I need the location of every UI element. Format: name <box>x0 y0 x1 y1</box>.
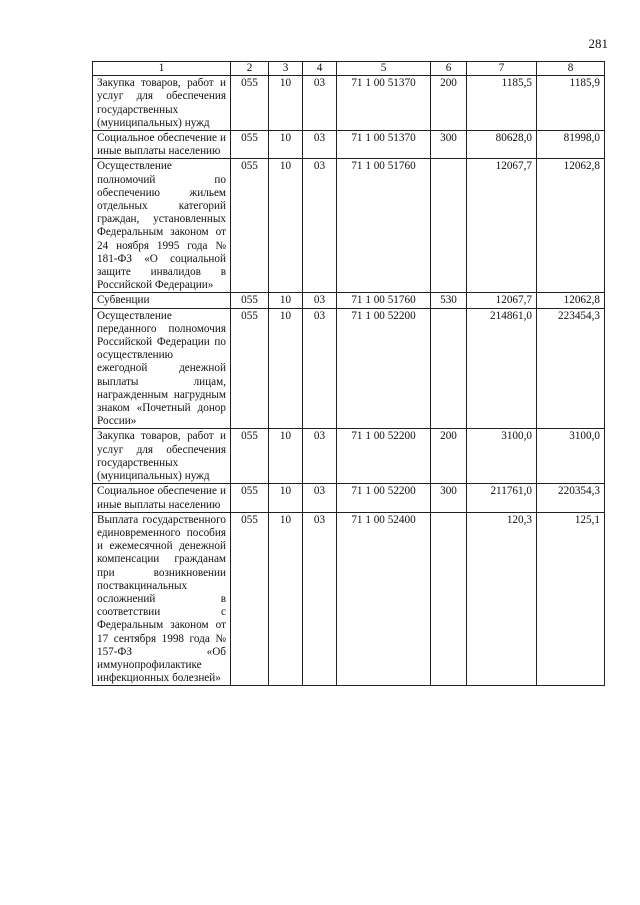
cell-target-article: 71 1 00 52200 <box>337 484 431 512</box>
budget-table <box>92 61 605 686</box>
cell-expense-type <box>431 159 467 293</box>
row-description: Закупка товаров, работ и услуг для обеспечения государственных (муниципальных) нужд <box>93 429 231 484</box>
cell-code: 055 <box>231 76 269 131</box>
cell-amount-year-2: 220354,3 <box>537 484 605 512</box>
table-row <box>93 308 605 429</box>
cell-target-article: 71 1 00 51370 <box>337 76 431 131</box>
cell-amount-year-2: 12062,8 <box>537 159 605 293</box>
cell-section: 10 <box>269 512 303 686</box>
cell-subsection: 03 <box>303 76 337 131</box>
table-row <box>93 484 605 512</box>
cell-section: 10 <box>269 159 303 293</box>
table-body <box>93 76 605 686</box>
cell-subsection: 03 <box>303 131 337 159</box>
row-description: Осуществление переданного полномочия Российской Федерации по осуществлению ежегодной денежной выплаты лицам, награжденным нагрудным знаком «Почетный донор России» <box>93 308 231 429</box>
row-description: Социальное обеспечение и иные выплаты населению <box>93 484 231 512</box>
cell-subsection: 03 <box>303 484 337 512</box>
column-header: 8 <box>537 62 605 76</box>
cell-amount-year-1: 80628,0 <box>467 131 537 159</box>
cell-section: 10 <box>269 131 303 159</box>
cell-subsection: 03 <box>303 293 337 308</box>
cell-code: 055 <box>231 131 269 159</box>
cell-code: 055 <box>231 484 269 512</box>
cell-amount-year-1: 1185,5 <box>467 76 537 131</box>
cell-subsection: 03 <box>303 429 337 484</box>
cell-expense-type: 200 <box>431 429 467 484</box>
cell-amount-year-2: 81998,0 <box>537 131 605 159</box>
cell-amount-year-1: 3100,0 <box>467 429 537 484</box>
table-row <box>93 131 605 159</box>
cell-amount-year-2: 12062,8 <box>537 293 605 308</box>
column-header: 4 <box>303 62 337 76</box>
page-number: 281 <box>588 36 608 51</box>
cell-amount-year-2: 125,1 <box>537 512 605 686</box>
cell-section: 10 <box>269 308 303 429</box>
cell-amount-year-1: 120,3 <box>467 512 537 686</box>
cell-section: 10 <box>269 76 303 131</box>
table-row <box>93 159 605 293</box>
column-header: 7 <box>467 62 537 76</box>
row-description: Выплата государственного единовременного пособия и ежемесячной денежной компенсации гражданам при возникновении поствакцинальных осложнений в соответствии с Федеральным законом от 17 сентября 1998 года № 157-ФЗ «Об иммунопрофилактике инфекционных болезней» <box>93 512 231 686</box>
cell-expense-type: 300 <box>431 484 467 512</box>
row-description: Социальное обеспечение и иные выплаты населению <box>93 131 231 159</box>
row-description: Субвенции <box>93 293 231 308</box>
cell-amount-year-2: 223454,3 <box>537 308 605 429</box>
column-header: 3 <box>269 62 303 76</box>
cell-target-article: 71 1 00 52200 <box>337 308 431 429</box>
table-row <box>93 293 605 308</box>
column-header: 6 <box>431 62 467 76</box>
cell-subsection: 03 <box>303 512 337 686</box>
column-header: 5 <box>337 62 431 76</box>
cell-expense-type <box>431 512 467 686</box>
cell-amount-year-1: 12067,7 <box>467 293 537 308</box>
cell-subsection: 03 <box>303 308 337 429</box>
cell-expense-type: 300 <box>431 131 467 159</box>
cell-code: 055 <box>231 429 269 484</box>
cell-target-article: 71 1 00 51760 <box>337 293 431 308</box>
cell-amount-year-2: 1185,9 <box>537 76 605 131</box>
cell-target-article: 71 1 00 51370 <box>337 131 431 159</box>
cell-section: 10 <box>269 429 303 484</box>
header-row <box>93 62 605 76</box>
cell-amount-year-2: 3100,0 <box>537 429 605 484</box>
cell-section: 10 <box>269 293 303 308</box>
cell-code: 055 <box>231 512 269 686</box>
row-description: Закупка товаров, работ и услуг для обеспечения государственных (муниципальных) нужд <box>93 76 231 131</box>
table-row <box>93 429 605 484</box>
cell-amount-year-1: 12067,7 <box>467 159 537 293</box>
cell-subsection: 03 <box>303 159 337 293</box>
cell-expense-type: 530 <box>431 293 467 308</box>
column-header: 1 <box>93 62 231 76</box>
cell-amount-year-1: 214861,0 <box>467 308 537 429</box>
cell-code: 055 <box>231 159 269 293</box>
column-header: 2 <box>231 62 269 76</box>
cell-code: 055 <box>231 308 269 429</box>
cell-target-article: 71 1 00 52200 <box>337 429 431 484</box>
cell-target-article: 71 1 00 51760 <box>337 159 431 293</box>
cell-target-article: 71 1 00 52400 <box>337 512 431 686</box>
cell-expense-type <box>431 308 467 429</box>
cell-section: 10 <box>269 484 303 512</box>
row-description: Осуществление полномочий по обеспечению жильем отдельных категорий граждан, установленных Федеральным законом от 24 ноября 1995 года № 181-ФЗ «О социальной защите инвалидов в Российской Федерации» <box>93 159 231 293</box>
table-row <box>93 76 605 131</box>
table-row <box>93 512 605 686</box>
cell-expense-type: 200 <box>431 76 467 131</box>
cell-amount-year-1: 211761,0 <box>467 484 537 512</box>
cell-code: 055 <box>231 293 269 308</box>
